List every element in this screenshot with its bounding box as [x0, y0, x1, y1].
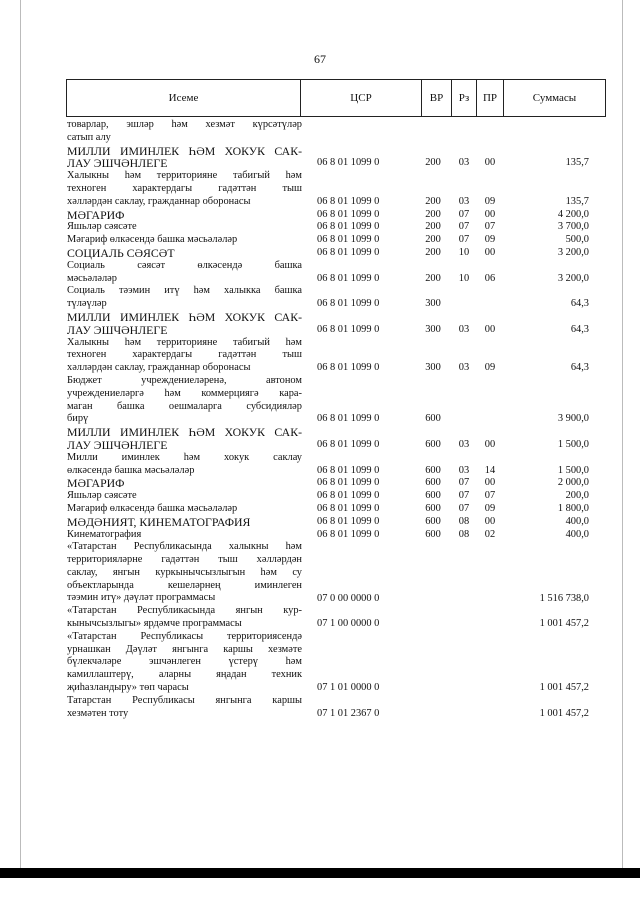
- row-name-line: МӘГАРИФ: [67, 207, 125, 222]
- row-vr: 200: [425, 208, 441, 220]
- row-name-line: хезмәтен тоту: [67, 707, 129, 719]
- row-rz: 10: [458, 246, 470, 258]
- row-sum: 2 000,0: [557, 477, 589, 489]
- row-name-line: Кинематография: [67, 528, 142, 540]
- row-rz: 03: [458, 362, 470, 374]
- table-row: [0, 170, 640, 208]
- row-csr: 06 8 01 1099 0: [317, 490, 380, 502]
- row-name-line: товарлар, эшләр һәм хезмәт күрсәтүләр: [67, 119, 302, 130]
- row-sum: 3 900,0: [557, 413, 589, 425]
- row-vr: 200: [425, 246, 441, 258]
- row-name-line: МӘГАРИФ: [67, 476, 125, 491]
- row-name-line: сатып алу: [67, 131, 111, 143]
- row-rz: 07: [458, 477, 470, 489]
- row-pr: 09: [484, 502, 496, 514]
- row-csr: 07 1 01 2367 0: [317, 707, 380, 719]
- row-rz: 07: [458, 208, 470, 220]
- row-csr: 07 0 00 0000 0: [317, 592, 380, 604]
- row-name: [67, 605, 302, 631]
- table-header: [66, 79, 606, 117]
- row-csr: 06 8 01 1099 0: [317, 528, 380, 540]
- row-sum: 4 200,0: [557, 208, 589, 220]
- row-name-line: учреждениеләргә һәм коммерциягә кара-: [67, 387, 302, 399]
- row-name-line: МИЛЛИ ИМИНЛЕК ҺӘМ ХОКУК САК-: [67, 309, 302, 324]
- row-name-line: Социаль сәясәт өлкәсендә башка: [67, 259, 302, 271]
- row-pr: 00: [484, 515, 496, 527]
- row-sum: 1 516 738,0: [539, 592, 589, 604]
- row-vr: 600: [425, 464, 441, 476]
- row-rz: 03: [458, 323, 470, 335]
- row-sum: 3 700,0: [557, 221, 589, 233]
- table-row: [0, 119, 640, 145]
- row-sum: 64,3: [570, 362, 589, 374]
- row-name: [67, 119, 302, 145]
- row-csr: 06 8 01 1099 0: [317, 413, 380, 425]
- row-vr: 200: [425, 272, 441, 284]
- row-vr: 200: [425, 234, 441, 246]
- row-rz: 03: [458, 157, 470, 169]
- row-name-line: «Татарстан Республикасында янгын кур-: [67, 605, 302, 617]
- row-pr: 09: [484, 234, 496, 246]
- row-name-line: хәлләрдән саклау, гражданнар оборонасы: [67, 195, 251, 207]
- table-row: [0, 209, 640, 222]
- row-name-line: МӘДӘНИЯТ, КИНЕМАТОГРАФИЯ: [67, 514, 251, 529]
- row-rz: 07: [458, 502, 470, 514]
- row-vr: 300: [425, 362, 441, 374]
- row-name: [67, 170, 302, 208]
- table-body: [0, 119, 640, 720]
- row-name: [67, 516, 302, 529]
- row-name-line: өлкәсендә башка мәсьәләләр: [67, 464, 195, 476]
- header-name: Исеме: [67, 80, 301, 116]
- row-csr: 06 8 01 1099 0: [317, 323, 380, 335]
- row-name-line: Татарстан Республикасы янгынга каршы: [67, 694, 302, 706]
- row-name-line: ЛАУ ЭШЧӘНЛЕГЕ: [67, 156, 168, 171]
- row-name: [67, 477, 302, 490]
- row-vr: 600: [425, 477, 441, 489]
- row-sum: 64,3: [570, 298, 589, 310]
- row-name-line: җиһазландыру» төп чарасы: [67, 682, 189, 694]
- row-name: [67, 247, 302, 260]
- table-row: [0, 503, 640, 516]
- table-row: [0, 375, 640, 426]
- row-rz: 10: [458, 272, 470, 284]
- header-pr: ПР: [477, 80, 504, 116]
- row-name-line: техноген характердагы гадәттән тыш: [67, 182, 302, 194]
- row-name: [67, 145, 302, 171]
- row-rz: 07: [458, 490, 470, 502]
- row-name: [67, 490, 302, 503]
- row-rz: 03: [458, 438, 470, 450]
- row-csr: 06 8 01 1099 0: [317, 515, 380, 527]
- row-name-line: тәэмин итү» дәүләт программасы: [67, 592, 216, 604]
- row-name-line: Социаль тәэмин итү һәм халыкка башка: [67, 285, 302, 297]
- table-row: [0, 477, 640, 490]
- header-sum: Суммасы: [532, 92, 577, 104]
- table-row: [0, 311, 640, 337]
- row-name: [67, 311, 302, 337]
- row-csr: 06 8 01 1099 0: [317, 272, 380, 284]
- row-csr: 06 8 01 1099 0: [317, 208, 380, 220]
- row-sum: 1 001 457,2: [539, 707, 589, 719]
- row-pr: 09: [484, 195, 496, 207]
- row-sum: 1 500,0: [557, 438, 589, 450]
- row-name-line: Милли иминлек һәм хокук саклау: [67, 451, 302, 463]
- row-name-line: ЛАУ ЭШЧӘНЛЕГЕ: [67, 322, 168, 337]
- row-sum: 135,7: [565, 195, 589, 207]
- row-vr: 300: [425, 323, 441, 335]
- row-vr: 200: [425, 157, 441, 169]
- row-rz: 03: [458, 195, 470, 207]
- header-vr: ВР: [422, 80, 452, 116]
- header-csr: ЦСР: [301, 80, 422, 116]
- row-vr: 300: [425, 298, 441, 310]
- row-pr: 14: [484, 464, 496, 476]
- row-name: [67, 260, 302, 286]
- row-name: [67, 209, 302, 222]
- row-name-line: территорияләрне гадәттән тыш хәлләрдән: [67, 554, 302, 566]
- row-name: [67, 375, 302, 426]
- row-pr: 09: [484, 362, 496, 374]
- row-name-line: Халыкны һәм территорияне табигый һәм: [67, 170, 302, 182]
- row-vr: 200: [425, 221, 441, 233]
- row-sum: 400,0: [565, 515, 589, 527]
- row-name: [67, 285, 302, 311]
- row-name-line: ЛАУ ЭШЧӘНЛЕГЕ: [67, 437, 168, 452]
- row-name-line: СОЦИАЛЬ СӘЯСӘТ: [67, 245, 175, 260]
- row-sum: 3 200,0: [557, 272, 589, 284]
- table-row: [0, 452, 640, 478]
- table-row: [0, 541, 640, 605]
- row-name-line: саклау, янгын куркынычсызлыгын һәм су: [67, 566, 302, 578]
- row-pr: 06: [484, 272, 496, 284]
- row-sum: 1 001 457,2: [539, 682, 589, 694]
- row-pr: 00: [484, 477, 496, 489]
- row-pr: 07: [484, 490, 496, 502]
- row-vr: 600: [425, 490, 441, 502]
- row-name: [67, 695, 302, 721]
- row-name: [67, 452, 302, 478]
- row-rz: 03: [458, 464, 470, 476]
- row-name-line: МИЛЛИ ИМИНЛЕК ҺӘМ ХОКУК САК-: [67, 425, 302, 440]
- row-name-line: камиллаштерү, аларны яңадан техник: [67, 669, 302, 681]
- row-rz: 07: [458, 234, 470, 246]
- row-csr: 06 8 01 1099 0: [317, 157, 380, 169]
- table-row: [0, 285, 640, 311]
- row-rz: 08: [458, 528, 470, 540]
- page-number: 67: [314, 52, 326, 66]
- row-pr: 00: [484, 323, 496, 335]
- row-name-line: техноген характердагы гадәттән тыш: [67, 349, 302, 361]
- header-rz: Рз: [452, 80, 477, 116]
- row-csr: 06 8 01 1099 0: [317, 477, 380, 489]
- row-vr: 600: [425, 528, 441, 540]
- row-vr: 600: [425, 515, 441, 527]
- row-vr: 600: [425, 502, 441, 514]
- row-name-line: Яшьләр сәясәте: [67, 221, 137, 233]
- row-sum: 500,0: [565, 234, 589, 246]
- row-pr: 00: [484, 157, 496, 169]
- row-name-line: бүлекчәләре эшчәнлеген үстерү һәм: [67, 656, 302, 668]
- row-name: [67, 541, 302, 605]
- row-name-line: объектларында кешеләрнең иминлеген: [67, 579, 302, 591]
- row-csr: 06 8 01 1099 0: [317, 221, 380, 233]
- table-row: [0, 695, 640, 721]
- row-sum: 200,0: [565, 490, 589, 502]
- row-vr: 200: [425, 195, 441, 207]
- row-vr: 600: [425, 438, 441, 450]
- row-sum: 135,7: [565, 157, 589, 169]
- table-row: [0, 605, 640, 631]
- row-name-line: Мәгариф өлкәсендә башка мәсьәләләр: [67, 234, 238, 246]
- row-rz: 08: [458, 515, 470, 527]
- row-name-line: маган башка оешмаларга субсидияләр: [67, 400, 302, 412]
- row-csr: 06 8 01 1099 0: [317, 464, 380, 476]
- row-pr: 07: [484, 221, 496, 233]
- row-name-line: мәсьәләләр: [67, 272, 117, 284]
- row-name-line: Халыкны һәм территорияне табигый һәм: [67, 336, 302, 348]
- row-csr: 06 8 01 1099 0: [317, 195, 380, 207]
- row-name: [67, 426, 302, 452]
- row-sum: 1 500,0: [557, 464, 589, 476]
- row-name: [67, 529, 302, 542]
- row-pr: 00: [484, 438, 496, 450]
- row-name-line: Яшьләр сәясәте: [67, 490, 137, 502]
- row-sum: 64,3: [570, 323, 589, 335]
- scan-bottom-band: [0, 868, 640, 878]
- row-name-line: МИЛЛИ ИМИНЛЕК ҺӘМ ХОКУК САК-: [67, 143, 302, 158]
- table-row: [0, 260, 640, 286]
- row-rz: 07: [458, 221, 470, 233]
- row-csr: 06 8 01 1099 0: [317, 298, 380, 310]
- row-name-line: «Татарстан Республикасы территориясендә: [67, 630, 302, 642]
- row-name: [67, 221, 302, 234]
- row-pr: 00: [484, 208, 496, 220]
- row-vr: 600: [425, 413, 441, 425]
- row-pr: 00: [484, 246, 496, 258]
- row-name-line: урнашкан Дәүләт янгынга каршы хезмәте: [67, 643, 302, 655]
- row-csr: 06 8 01 1099 0: [317, 234, 380, 246]
- row-csr: 06 8 01 1099 0: [317, 362, 380, 374]
- table-row: [0, 337, 640, 375]
- table-row: [0, 529, 640, 542]
- row-name-line: хәлләрдән саклау, гражданнар оборонасы: [67, 362, 251, 374]
- table-row: [0, 426, 640, 452]
- row-name-line: Мәгариф өлкәсендә башка мәсьәләләр: [67, 502, 238, 514]
- row-csr: 07 1 00 0000 0: [317, 618, 380, 630]
- row-sum: 1 001 457,2: [539, 618, 589, 630]
- row-name-line: «Татарстан Республикасында халыкны һәм: [67, 541, 302, 553]
- table-row: [0, 516, 640, 529]
- row-csr: 06 8 01 1099 0: [317, 438, 380, 450]
- row-csr: 07 1 01 0000 0: [317, 682, 380, 694]
- row-name: [67, 337, 302, 375]
- row-pr: 02: [484, 528, 496, 540]
- row-csr: 06 8 01 1099 0: [317, 502, 380, 514]
- row-name-line: түләүләр: [67, 298, 107, 310]
- table-row: [0, 247, 640, 260]
- table-row: [0, 145, 640, 171]
- table-row: [0, 221, 640, 234]
- row-name-line: бирү: [67, 413, 89, 425]
- row-sum: 1 800,0: [557, 502, 589, 514]
- row-sum: 400,0: [565, 528, 589, 540]
- row-name: [67, 631, 302, 695]
- table-row: [0, 631, 640, 695]
- row-name-line: кынычсызлыгы» ярдәмче программасы: [67, 618, 242, 630]
- table-row: [0, 490, 640, 503]
- row-name-line: Бюджет учреждениеләренә, автоном: [67, 374, 302, 386]
- row-name: [67, 503, 302, 516]
- row-sum: 3 200,0: [557, 246, 589, 258]
- row-csr: 06 8 01 1099 0: [317, 246, 380, 258]
